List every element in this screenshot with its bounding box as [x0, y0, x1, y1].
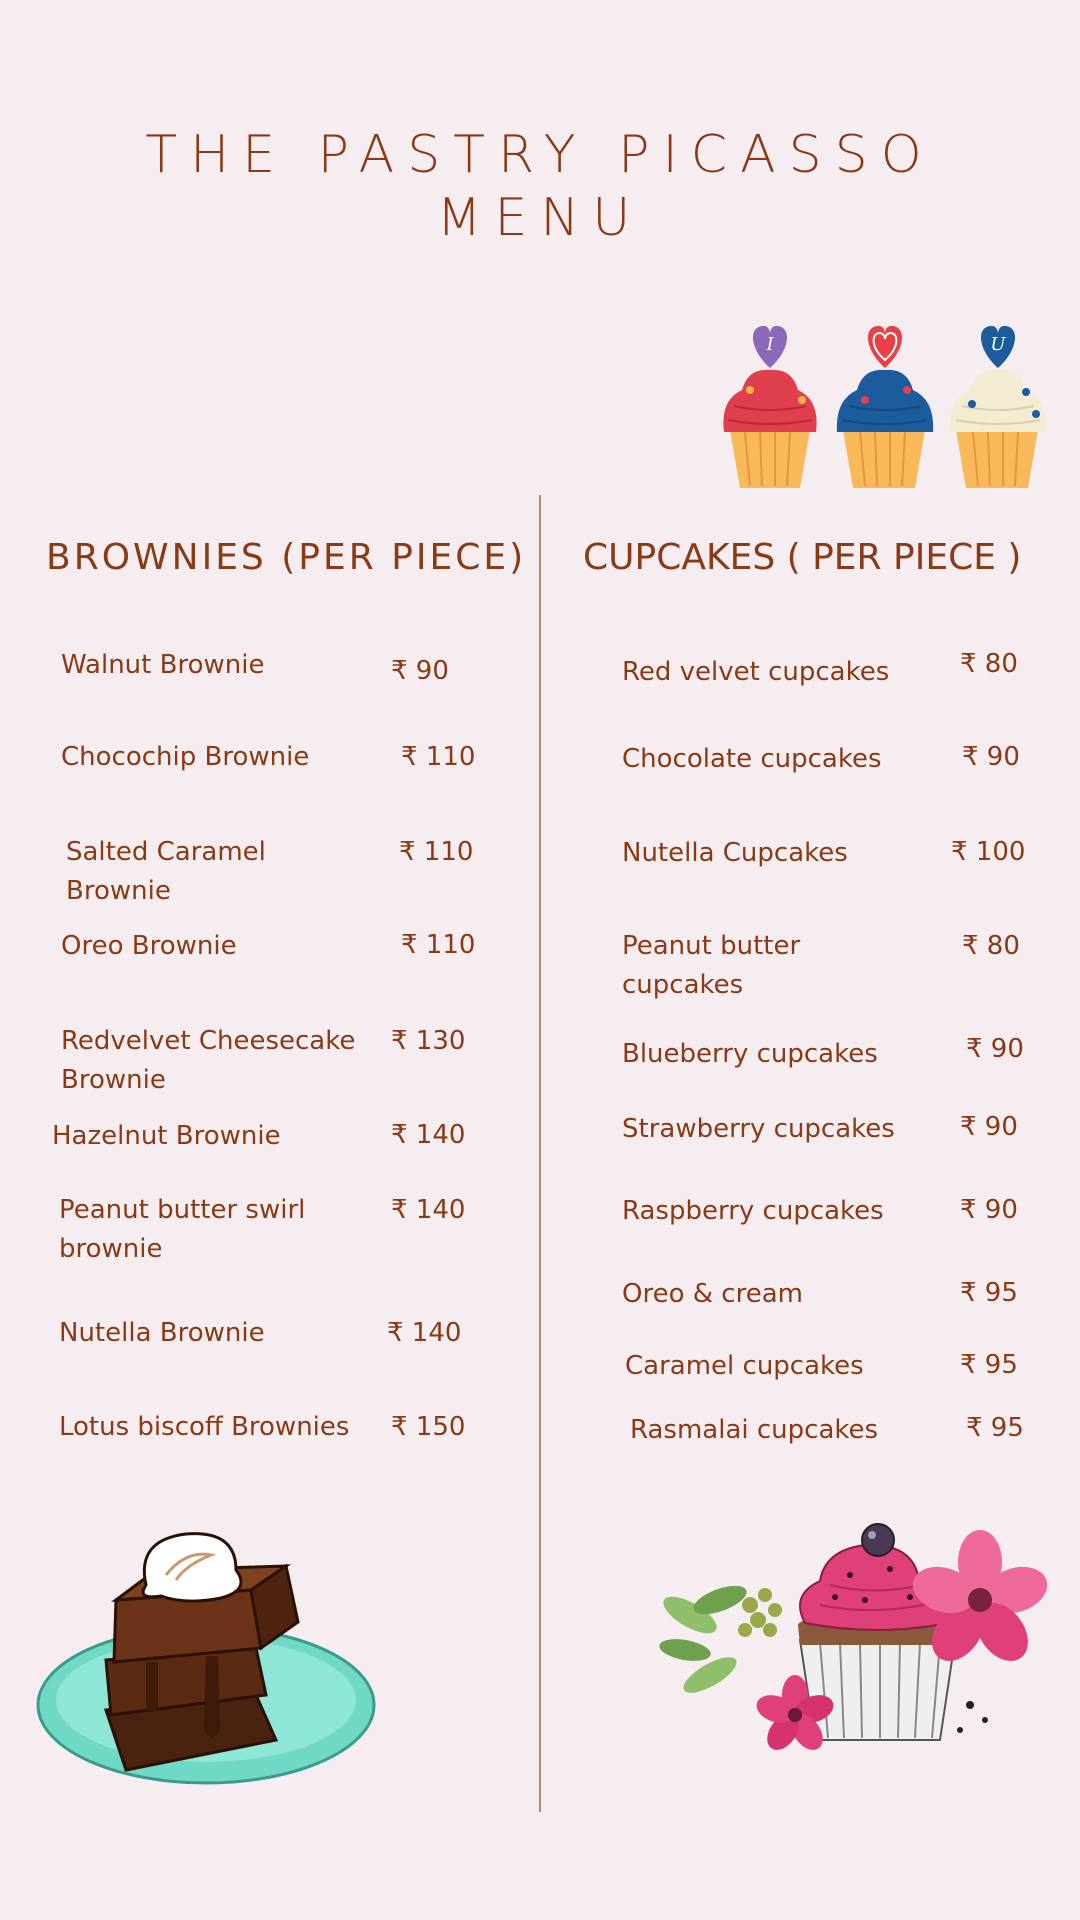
list-item-name: Nutella Cupcakes: [622, 838, 848, 868]
brownies-heading: BROWNIES (PER PIECE): [46, 537, 527, 578]
list-item-price: ₹ 90: [391, 656, 449, 686]
cupcakes-heading: CUPCAKES ( PER PIECE ): [583, 537, 1022, 578]
list-item-price: ₹ 90: [962, 742, 1020, 772]
list-item-name: Chocolate cupcakes: [622, 744, 882, 774]
list-item-name: Chocochip Brownie: [61, 742, 310, 772]
list-item-price: ₹ 150: [391, 1412, 466, 1442]
list-item-name: Blueberry cupcakes: [622, 1039, 878, 1069]
list-item-name: Walnut Brownie: [61, 650, 265, 680]
list-item-name: Oreo & cream: [622, 1279, 803, 1309]
list-item-price: ₹ 90: [966, 1034, 1024, 1064]
list-item-name: Caramel cupcakes: [625, 1351, 864, 1381]
list-item-price: ₹ 140: [391, 1195, 466, 1225]
list-item-price: ₹ 110: [399, 837, 474, 867]
list-item-price: ₹ 95: [966, 1413, 1024, 1443]
heart-letter-u: U: [990, 334, 1006, 355]
list-item-name: Raspberry cupcakes: [622, 1196, 884, 1226]
list-item-price: ₹ 100: [951, 837, 1026, 867]
list-item-name: Hazelnut Brownie: [52, 1121, 281, 1151]
list-item-price: ₹ 140: [391, 1120, 466, 1150]
brownie-plate-icon: [36, 1530, 381, 1810]
list-item-price: ₹ 140: [387, 1318, 462, 1348]
list-item-price: ₹ 110: [401, 742, 476, 772]
list-item-name: Peanut butter cupcakes: [622, 931, 801, 1000]
list-item-price: ₹ 95: [960, 1278, 1018, 1308]
column-divider: [539, 495, 541, 1812]
floral-cupcake-icon: [650, 1505, 1050, 1765]
list-item-name: Peanut butter swirl brownie: [59, 1195, 306, 1264]
list-item-price: ₹ 110: [401, 930, 476, 960]
list-item-name: Salted Caramel Brownie: [66, 837, 266, 906]
list-item-price: ₹ 95: [960, 1350, 1018, 1380]
heart-letter-i: I: [766, 334, 774, 355]
list-item-name: Oreo Brownie: [61, 931, 237, 961]
list-item-price: ₹ 80: [962, 931, 1020, 961]
list-item-name: Strawberry cupcakes: [622, 1114, 895, 1144]
list-item-price: ₹ 130: [391, 1026, 466, 1056]
list-item-name: Lotus biscoff Brownies: [59, 1412, 350, 1442]
restaurant-name: THE PASTRY PICASSO: [145, 125, 935, 185]
list-item-price: ₹ 90: [960, 1195, 1018, 1225]
list-item-name: Rasmalai cupcakes: [630, 1415, 879, 1445]
list-item-name: Nutella Brownie: [59, 1318, 265, 1348]
list-item-name: Redvelvet Cheesecake Brownie: [61, 1026, 356, 1095]
list-item-price: ₹ 90: [960, 1112, 1018, 1142]
list-item-name: Red velvet cupcakes: [622, 657, 890, 687]
menu-title: MENU: [436, 188, 644, 248]
cupcake-trio-icon: [720, 320, 1050, 495]
list-item-price: ₹ 80: [960, 649, 1018, 679]
